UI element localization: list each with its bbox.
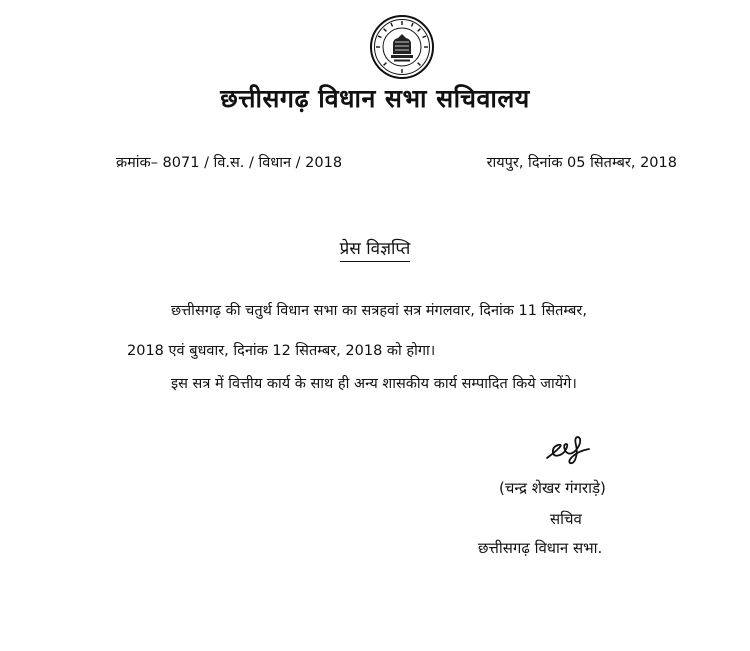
press-release-heading-text: प्रेस विज्ञप्ति xyxy=(340,239,411,262)
place-and-date: रायपुर, दिनांक 05 सितम्बर, 2018 xyxy=(486,155,677,171)
page-title: छत्तीसगढ़ विधान सभा सचिवालय xyxy=(220,84,530,113)
press-release-heading xyxy=(0,236,750,259)
signature-icon xyxy=(543,432,595,468)
signatory-designation: सचिव xyxy=(550,510,582,528)
body-line-2: 2018 एवं बुधवार, दिनांक 12 सितम्बर, 2018 को होगा। xyxy=(127,343,436,359)
signatory-organization: छत्तीसगढ़ विधान सभा. xyxy=(478,539,603,557)
reference-number: क्रमांक– 8071 / वि.स. / विधान / 2018 xyxy=(116,155,343,171)
signatory-name: (चन्द्र शेखर गंगराड़े) xyxy=(499,479,606,497)
body-line-3: इस सत्र में वित्तीय कार्य के साथ ही अन्य शासकीय कार्य सम्पादित किये जायेंगे। xyxy=(171,376,577,392)
body-line-1: छत्तीसगढ़ की चतुर्थ विधान सभा का सत्रहवां सत्र मंगलवार, दिनांक 11 सितम्बर, xyxy=(171,303,587,319)
assembly-seal-icon xyxy=(369,14,435,80)
